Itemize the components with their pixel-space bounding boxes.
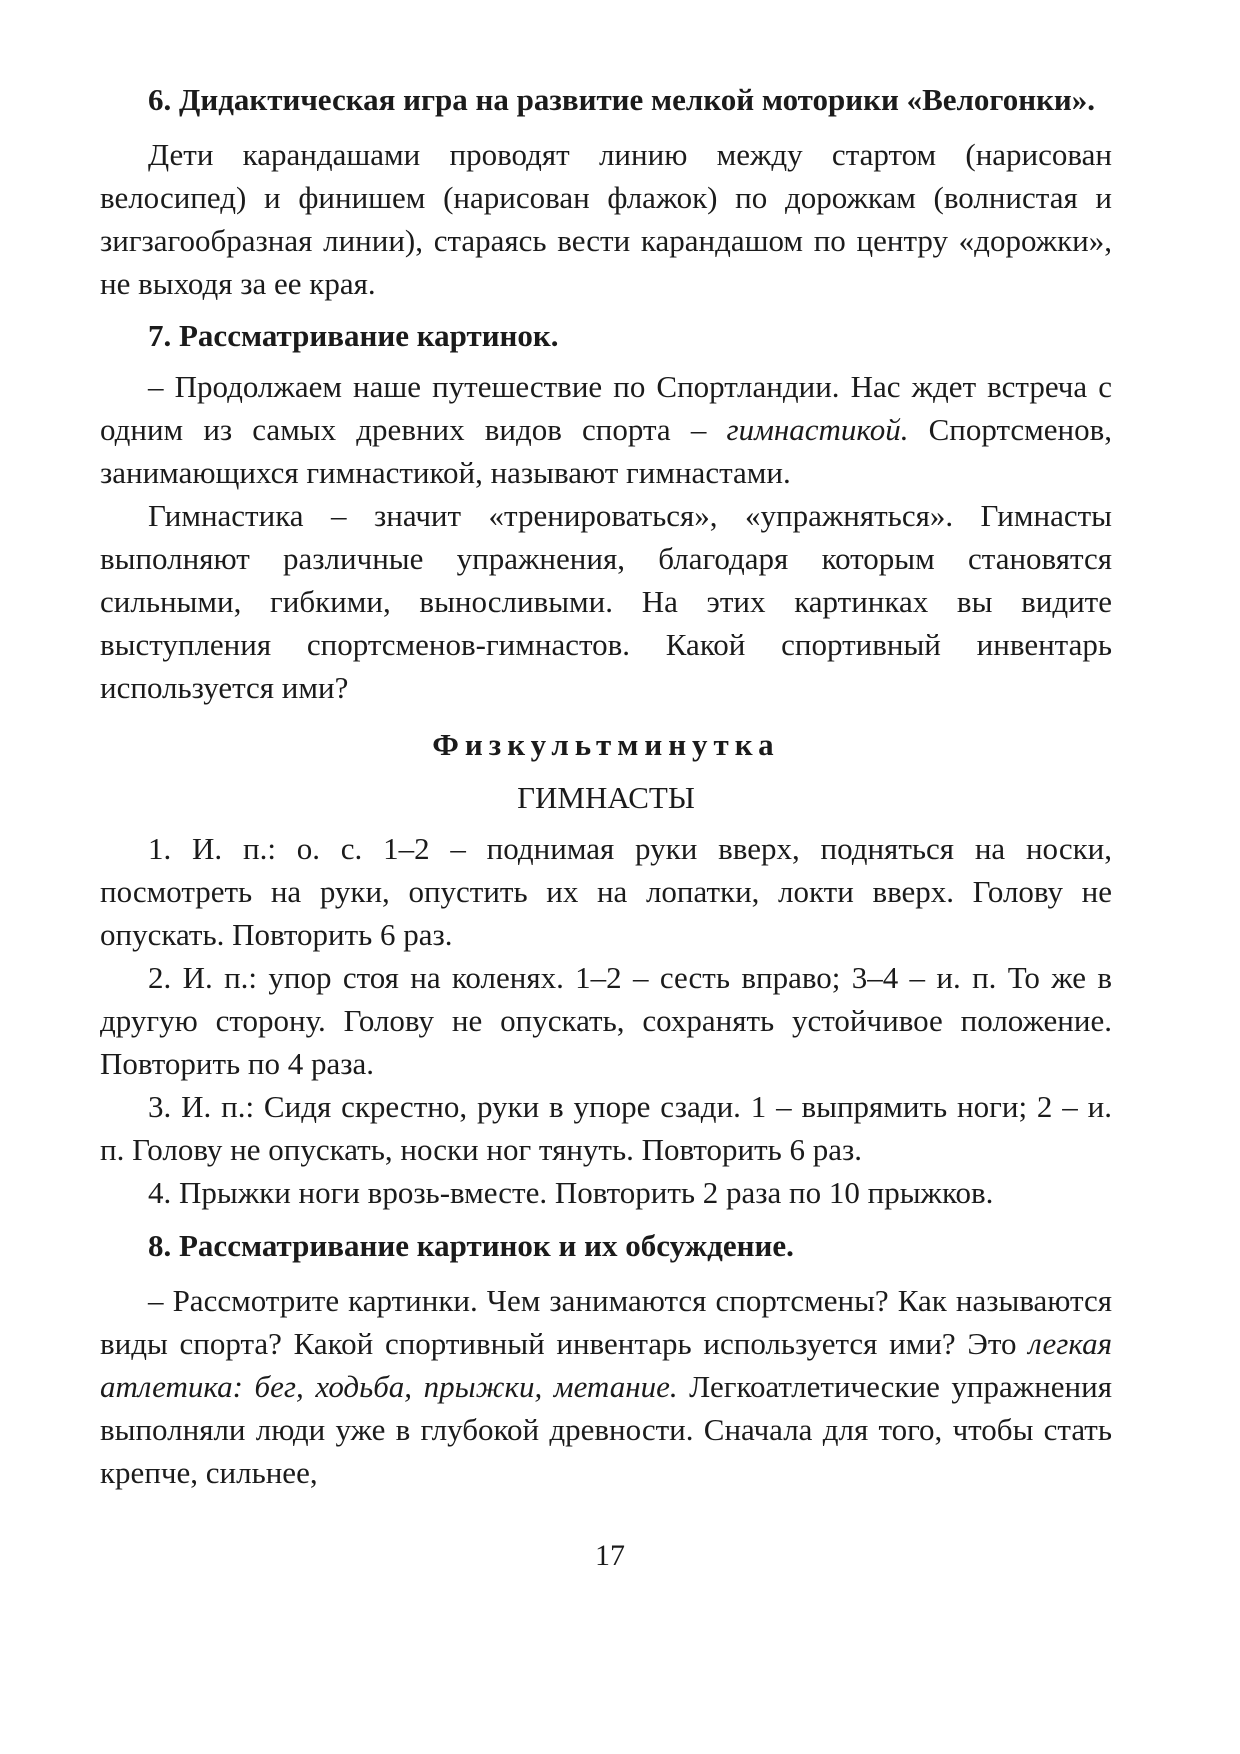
- section-8-heading: 8. Рассматривание картинок и их обсуждение.: [148, 1228, 794, 1263]
- section-7-heading: 7. Рассматривание картинок.: [148, 318, 559, 353]
- fizminutka-title: Физкультминутка: [432, 727, 780, 762]
- section-8-paragraph-1: [100, 1279, 1112, 1494]
- section-7-p1-end: Спортсменов, занимающихся гимнастикой, называют гимнастами.: [100, 412, 1112, 490]
- exercise-item: 1. И. п.: о. с. 1–2 – поднимая руки вверх, подняться на носки, посмотреть на руки, опустить их на лопатки, локти вверх. Голову не опускать. Повторить 6 раз.: [100, 831, 1112, 952]
- document-page: [100, 78, 1112, 1494]
- exercise-item: 4. Прыжки ноги врозь-вместе. Повторить 2 раза по 10 прыжков.: [148, 1175, 994, 1210]
- page-number: [595, 1537, 635, 1572]
- page-number-text: 17: [595, 1539, 625, 1572]
- section-7-paragraph-2: Гимнастика – значит «тренироваться», «упражняться». Гимнасты выполняют различные упражнения, благодаря которым становятся сильными, гибкими, выносливыми. На этих картинках вы видите выступления спортсменов-гимнастов. Какой спортивный инвентарь используется ими?: [100, 498, 1112, 705]
- exercise-item: 3. И. п.: Сидя скрестно, руки в упоре сзади. 1 – выпрямить ноги; 2 – и. п. Голову не опускать, носки ног тянуть. Повторить 6 раз.: [100, 1089, 1112, 1167]
- section-6-heading: 6. Дидактическая игра на развитие мелкой моторики «Велогонки».: [148, 82, 1096, 117]
- section-8-p1-end: Легкоатлетические упражнения выполняли люди уже в глубокой древности. Сначала для того, чтобы стать крепче, сильнее,: [100, 1369, 1112, 1490]
- section-7-paragraph-1: [100, 365, 1112, 494]
- section-7-p1-italic: гимнастикой.: [726, 412, 909, 447]
- section-8-p1-start: – Рассмотрите картинки. Чем занимаются спортсмены? Как называются виды спорта? Какой спортивный инвентарь используется ими? Это: [100, 1283, 1112, 1361]
- section-7-p1-start: – Продолжаем наше путешествие по Спортландии. Нас ждет встреча с одним из самых древних видов спорта –: [100, 369, 1112, 447]
- section-8-p1-italic: легкая атлетика: бег, ходьба, прыжки, метание.: [100, 1326, 1112, 1404]
- exercise-item: 2. И. п.: упор стоя на коленях. 1–2 – сесть вправо; 3–4 – и. п. То же в другую сторону. Голову не опускать, сохранять устойчивое положение. Повторить по 4 раза.: [100, 960, 1112, 1081]
- fizminutka-subtitle: ГИМНАСТЫ: [517, 780, 695, 815]
- section-6-text: Дети карандашами проводят линию между стартом (нарисован велосипед) и финишем (нарисован флажок) по дорожкам (волнистая и зигзагообразная линии), стараясь вести карандашом по центру «дорожки», не выходя за ее края.: [100, 137, 1112, 301]
